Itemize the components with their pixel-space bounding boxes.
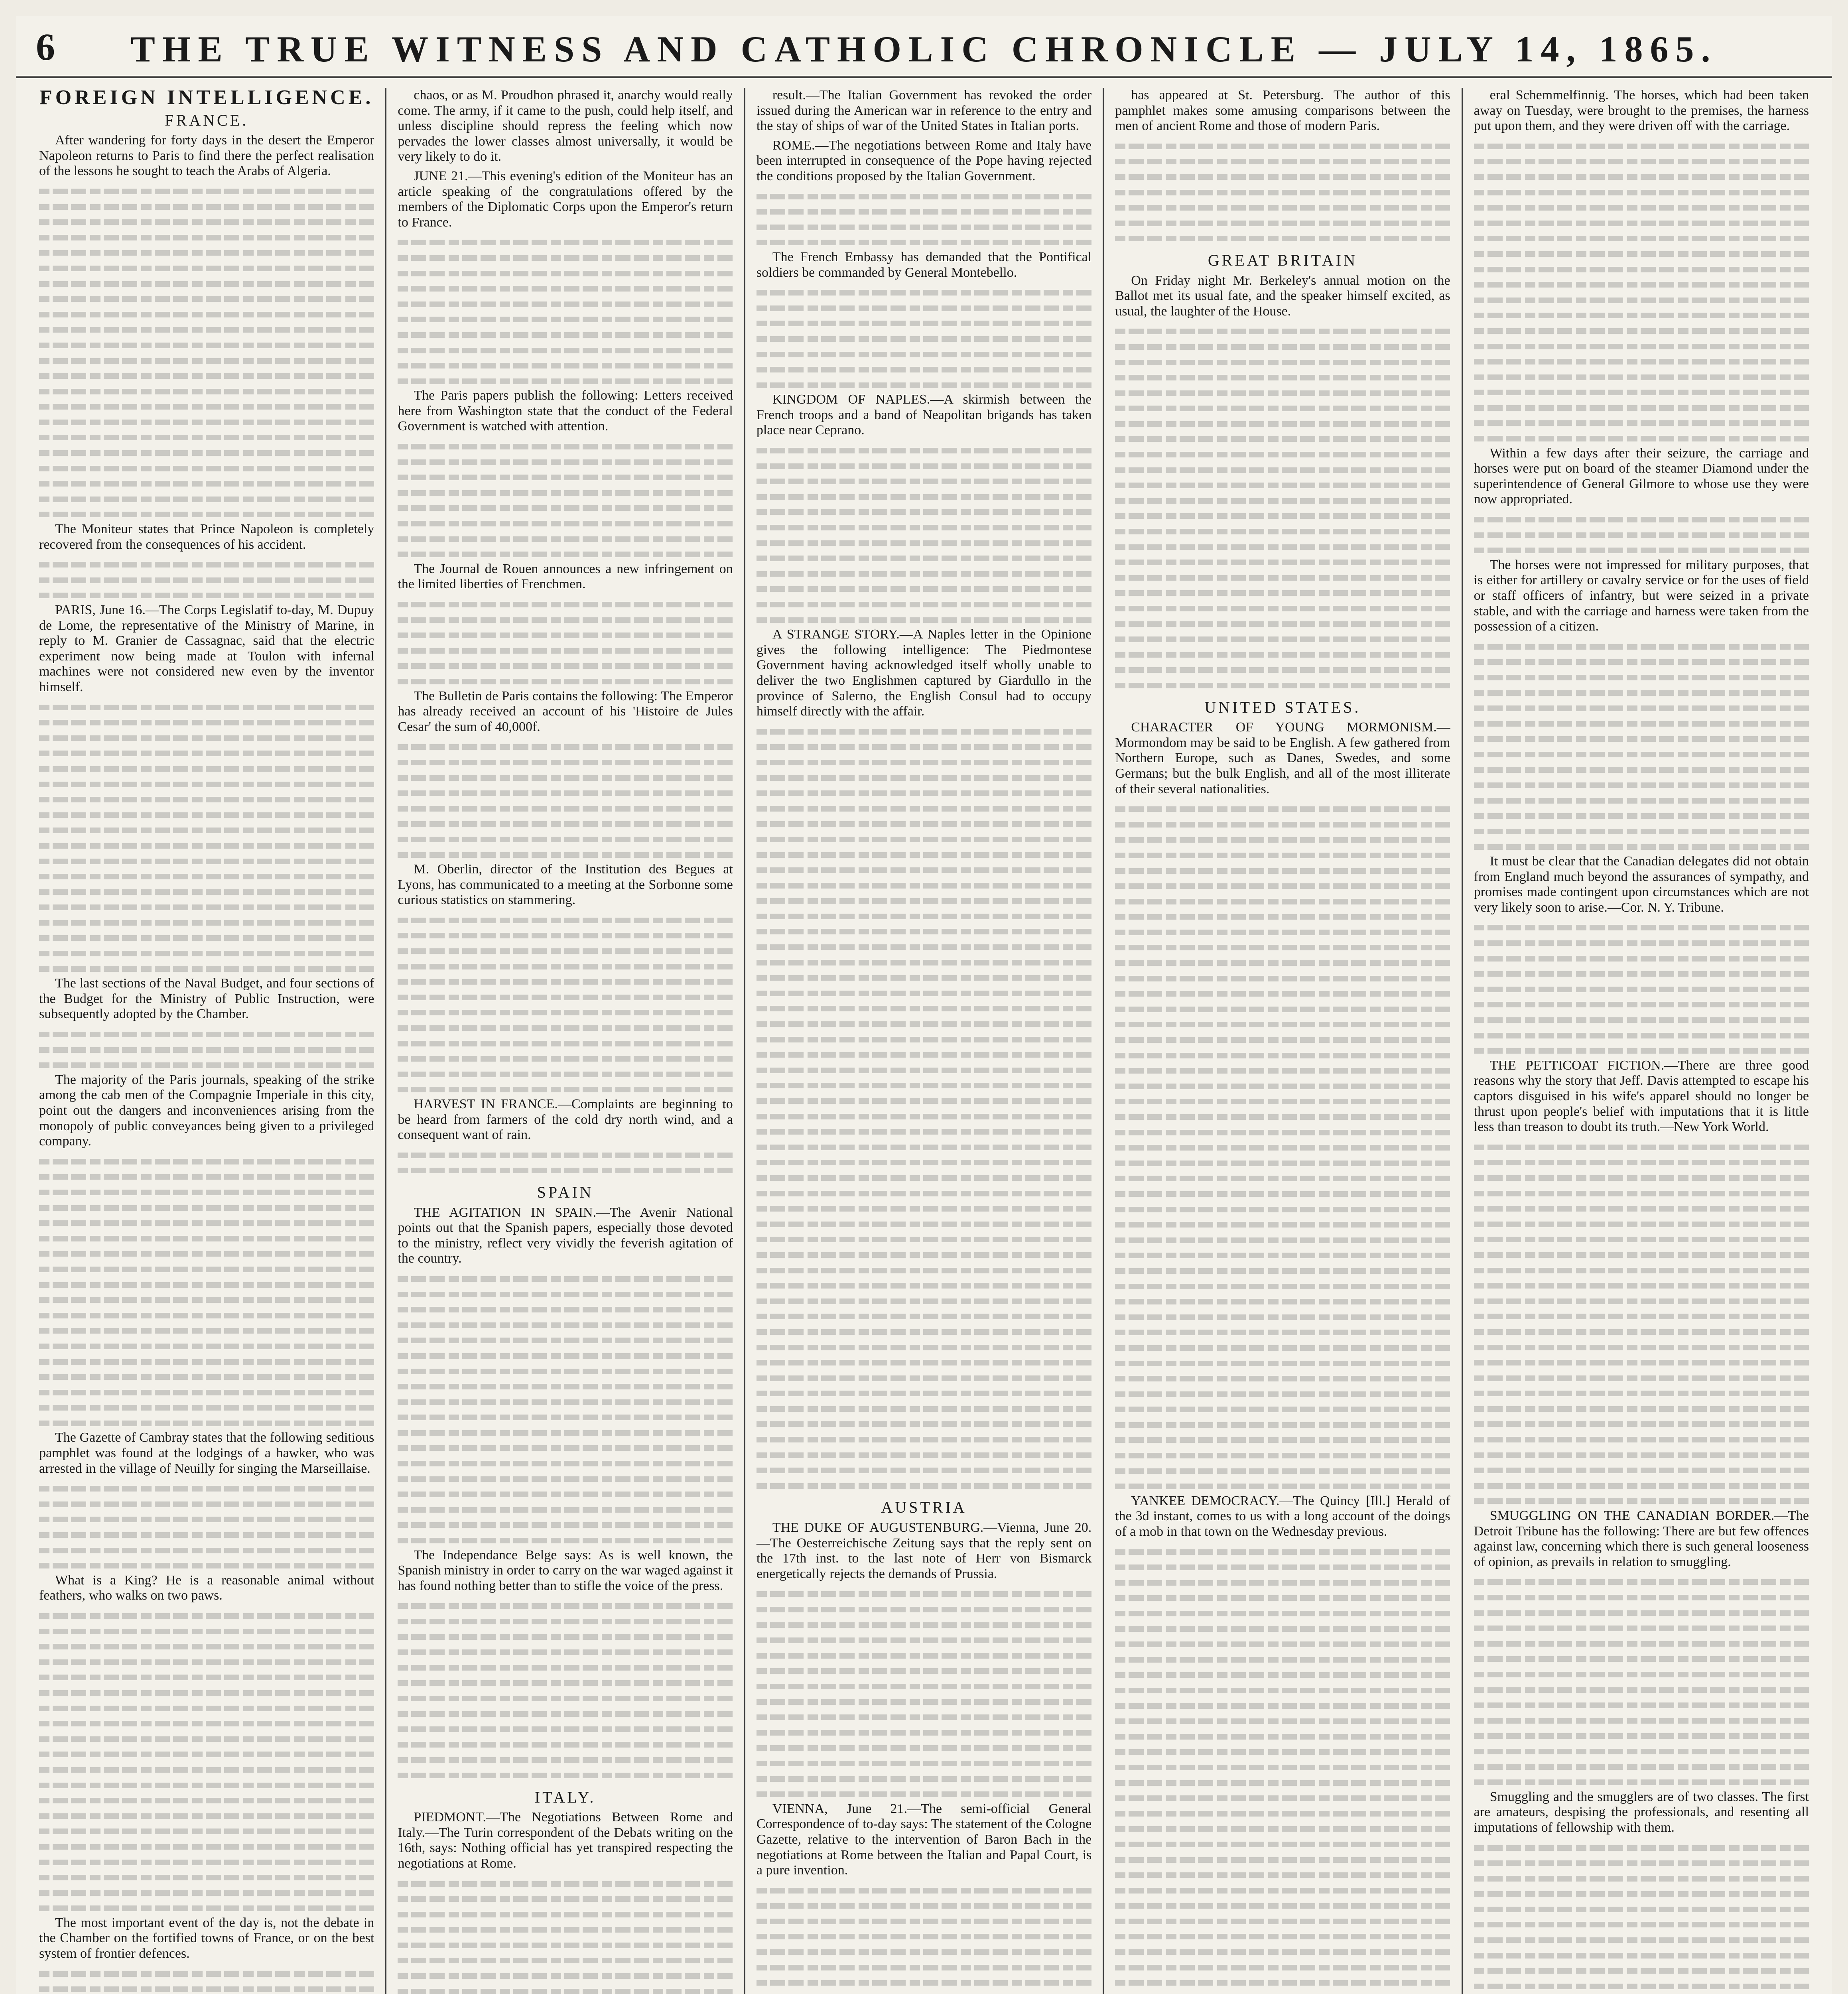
column-4 — [1104, 88, 1462, 1994]
sub-title: GREAT BRITAIN — [1208, 251, 1357, 269]
article — [398, 1205, 733, 1783]
paragraph: The last sections of the Naval Budget, and four sections of the Budget for the Ministry of Public Instruction, were subsequently adopted by the Chamber. — [39, 976, 374, 1022]
column-2 — [386, 88, 745, 1994]
article — [1115, 88, 1450, 246]
paragraph: The French Embassy has demanded that the Pontifical soldiers be commanded by General Montebello. — [756, 249, 1092, 280]
article — [1115, 273, 1450, 693]
paragraph: The Moniteur states that Prince Napoleon is completely recovered from the consequences of his accident. — [39, 522, 374, 552]
paragraph: What is a King? He is a reasonable animal without feathers, who walks on two paws. — [39, 1572, 374, 1603]
column-1 — [28, 88, 386, 1994]
paragraph: CHARACTER OF YOUNG MORMONISM.—Mormondom may be said to be English. A few gathered from Northern Europe, such as Danes, Swedes, and some Germans; but the bulk English, and all of the most illiterate of their several nationalities. — [1115, 720, 1450, 796]
article — [1115, 720, 1450, 1994]
paragraph: PARIS, June 16.—The Corps Legislatif to-day, M. Dupuy de Lome, the representative of the Ministry of Marine, in reply to M. Granier de Cassagnac, said that the electric experiment now being made at Toulon with infernal machines were not considered new even by the inventor himself. — [39, 603, 374, 694]
article — [757, 1520, 1091, 1994]
paragraph: chaos, or as M. Proudhon phrased it, anarchy would really come. The army, if it came to the push, could help itself, and unless discipline should repress the feeling which now pervades the lower classes almost universally, it would be very likely to do it. — [398, 88, 733, 164]
paragraph: It must be clear that the Canadian delegates did not obtain from England much beyond the assurances of sympathy, and promises made contingent upon circumstances which are not very likely soon to arise.—Cor. N. Y. Tribune. — [1474, 854, 1809, 915]
paragraph: eral Schemmelfinnig. The horses, which had been taken away on Tuesday, were brought to the premises, the harness put upon them, and they were driven off with the carriage. — [1474, 88, 1809, 134]
section-title: FOREIGN INTELLIGENCE. — [39, 88, 374, 109]
sub-title: UNITED STATES. — [1204, 698, 1361, 716]
paper-title: THE TRUE WITNESS AND CATHOLIC CHRONICLE — JULY 14, 1865. — [130, 29, 1718, 69]
paragraph: THE AGITATION IN SPAIN.—The Avenir National points out that the Spanish papers, especially those devoted to the ministry, reflect very vividly the feverish agitation of the country. — [398, 1205, 733, 1266]
paragraph: has appeared at St. Petersburg. The author of this pamphlet makes some amusing comparisons between the men of ancient Rome and those of modern Paris. — [1115, 88, 1450, 134]
newspaper-page — [16, 16, 1832, 1994]
article — [757, 88, 1091, 1493]
column-3 — [745, 88, 1104, 1994]
sub-title: SPAIN — [537, 1183, 594, 1201]
sub-title: FRANCE. — [165, 111, 249, 129]
paragraph: KINGDOM OF NAPLES.—A skirmish between the French troops and a band of Neapolitan brigands has taken place near Ceprano. — [756, 392, 1092, 438]
paragraph: YANKEE DEMOCRACY.—The Quincy [Ill.] Herald of the 3d instant, comes to us with a long account of the doings of a mob in that town on the Wednesday previous. — [1115, 1493, 1450, 1539]
article — [1474, 88, 1809, 1994]
paragraph: The Independance Belge says: As is well known, the Spanish ministry in order to carry on the war waged against it has found nothing better than to stifle the voice of the press. — [398, 1547, 733, 1593]
paragraph: JUNE 21.—This evening's edition of the Moniteur has an article speaking of the congratulations offered by the members of the Diplomatic Corps upon the Emperor's return to France. — [398, 168, 733, 230]
paragraph: ROME.—The negotiations between Rome and Italy have been interrupted in consequence of the Pope having rejected the conditions proposed by the Italian Government. — [756, 138, 1092, 183]
article — [39, 133, 374, 1994]
paragraph: THE PETTICOAT FICTION.—There are three good reasons why the story that Jeff. Davis attempted to escape his captors disguised in his wife's apparel should no longer be thrust upon people's belief with imputations that it is little less than treason to doubt its truth.—New York World. — [1474, 1058, 1809, 1135]
sub-title: AUSTRIA — [881, 1498, 967, 1517]
article — [398, 88, 733, 1178]
page-number: 6 — [36, 26, 55, 68]
paragraph: HARVEST IN FRANCE.—Complaints are beginning to be heard from farmers of the cold dry north wind, and a consequent want of rain. — [398, 1097, 733, 1143]
paragraph: The majority of the Paris journals, speaking of the strike among the cab men of the Compagnie Imperiale in this city, point out the dangers and inconveniences arising from the monopoly of public conveyances being given to a privileged company. — [39, 1072, 374, 1149]
article — [398, 1810, 733, 1994]
paragraph: On Friday night Mr. Berkeley's annual motion on the Ballot met its usual fate, and the speaker himself excited, as usual, the laughter of the House. — [1115, 273, 1450, 319]
paragraph: A STRANGE STORY.—A Naples letter in the Opinione gives the following intelligence: The Piedmontese Government having acknowledged itself wholly unable to deliver the two Englishmen captured by Giardullo in the province of Salerno, the English Consul had to occupy himself directly with the affair. — [756, 627, 1092, 719]
paragraph: SMUGGLING ON THE CANADIAN BORDER.—The Detroit Tribune has the following: There are but few offences against law, concerning which there is such general looseness of opinion, as prevails in relation to smuggling. — [1474, 1508, 1809, 1569]
paragraph: The horses were not impressed for military purposes, that is either for artillery or cavalry service or for the uses of field or staff officers of infantry, but were seized in a private stable, and with the carriage and harness were taken from the possession of a citizen. — [1474, 557, 1809, 634]
paragraph: The Paris papers publish the following: Letters received here from Washington state that the conduct of the Federal Government is watched with attention. — [398, 388, 733, 434]
paragraph: result.—The Italian Government has revoked the order issued during the American war in reference to the entry and the stay of ships of war of the United States in Italian ports. — [756, 88, 1092, 134]
column-5 — [1463, 88, 1820, 1994]
paragraph: The most important event of the day is, not the debate in the Chamber on the fortified towns of France, or on the best system of frontier defences. — [39, 1915, 374, 1961]
paragraph: VIENNA, June 21.—The semi-official General Correspondence of to-day says: The statement of the Cologne Gazette, relative to the intervention of Baron Bach in the negotiations at Rome between the Italian and Papal Court, is a pure invention. — [756, 1801, 1092, 1878]
paragraph: PIEDMONT.—The Negotiations Between Rome and Italy.—The Turin correspondent of the Debats writing on the 16th, says: Nothing official has yet transpired respecting the negotiations at Rome. — [398, 1810, 733, 1871]
paragraph: M. Oberlin, director of the Institution des Begues at Lyons, has communicated to a meeting at the Sorbonne some curious statistics on stammering. — [398, 862, 733, 908]
paragraph: Smuggling and the smugglers are of two classes. The first are amateurs, despising the professionals, and resenting all imputations of fellowship with them. — [1474, 1789, 1809, 1835]
paragraph: Within a few days after their seizure, the carriage and horses were put on board of the steamer Diamond under the superintendence of General Gilmore to whose use they were now appropriated. — [1474, 445, 1809, 507]
paragraph: The Bulletin de Paris contains the following: The Emperor has already received an account of his 'Histoire de Jules Cesar' the sum of 40,000f. — [398, 688, 733, 734]
paragraph: After wandering for forty days in the desert the Emperor Napoleon returns to Paris to find there the perfect realisation of the lessons he sought to teach the Arabs of Algeria. — [39, 133, 374, 179]
sub-title: ITALY. — [534, 1788, 596, 1806]
paragraph: The Gazette of Cambray states that the following seditious pamphlet was found at the lodgings of a hawker, who was arrested in the village of Neuilly for singing the Marseillaise. — [39, 1430, 374, 1476]
masthead — [16, 16, 1832, 78]
paragraph: THE DUKE OF AUGUSTENBURG.—Vienna, June 20.—The Oesterreichische Zeitung says that the reply sent on the 17th inst. to the last note of Herr von Bismarck energetically rejects the demands of Prussia. — [756, 1520, 1092, 1581]
paragraph: The Journal de Rouen announces a new infringement on the limited liberties of Frenchmen. — [398, 561, 733, 592]
columns — [28, 88, 1820, 1994]
